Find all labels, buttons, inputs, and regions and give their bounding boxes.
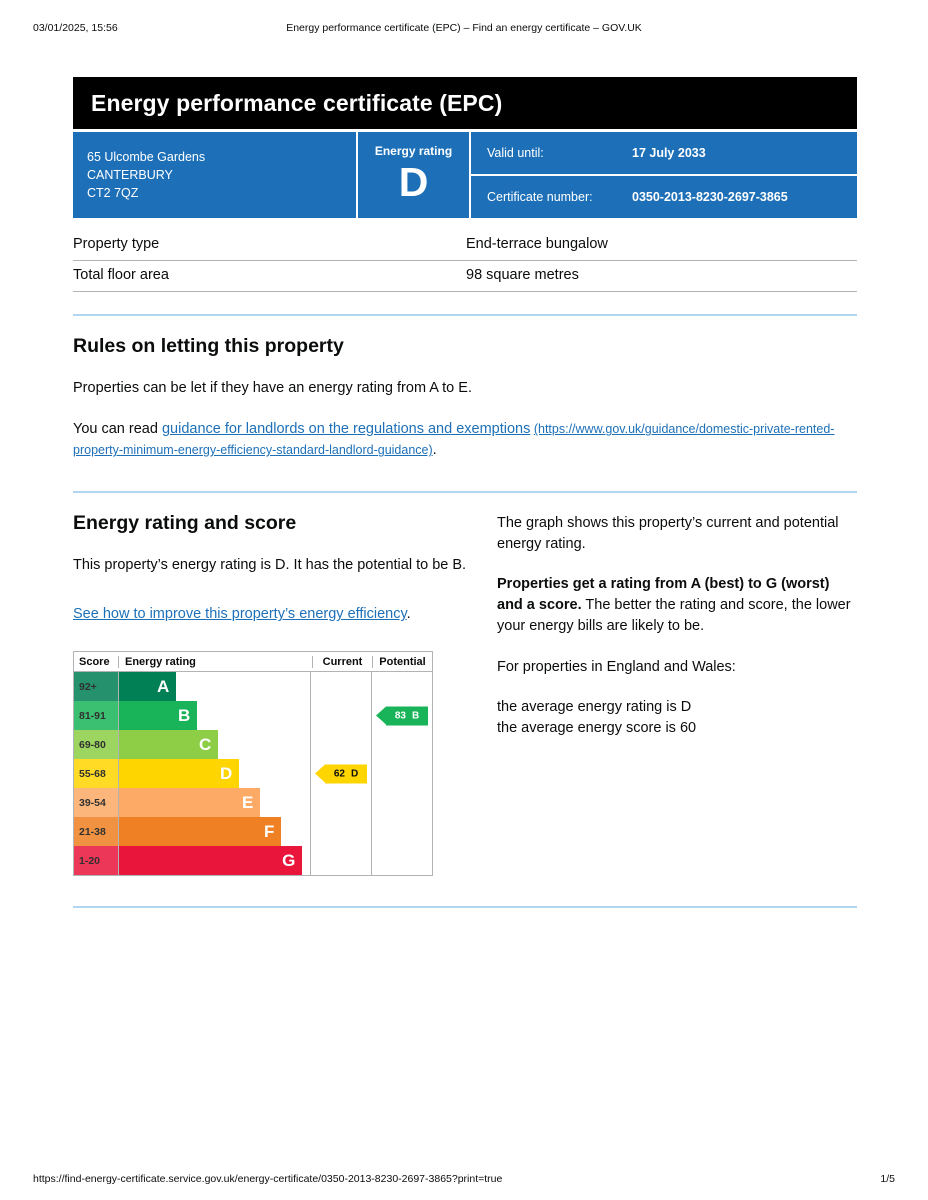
letting-rules-paragraph: Properties can be let if they have an energy rating from A to E. (73, 380, 472, 397)
epc-band-row (74, 759, 432, 788)
region-intro: For properties in England and Wales: (497, 658, 736, 675)
epc-band-bar: F (119, 817, 281, 846)
epc-band-score: 55-68 (74, 759, 118, 788)
epc-band-bar-cell (118, 730, 310, 759)
epc-band-bar: E (119, 788, 260, 817)
print-header-title: Energy performance certificate (EPC) – Find an energy certificate – GOV.UK (286, 22, 642, 34)
epc-band-bar-cell (118, 759, 310, 788)
improve-efficiency-link[interactable]: See how to improve this property’s energy efficiency (73, 606, 407, 623)
rating-explanation-bold: Properties get a rating from A (best) to G (worst) and a score. (497, 576, 830, 614)
epc-current-cell (310, 672, 371, 701)
epc-band-score: 69-80 (74, 730, 118, 759)
print-footer-page: 1/5 (880, 1173, 895, 1185)
detail-value: 98 square metres (466, 267, 579, 284)
valid-until-label: Valid until: (487, 146, 544, 161)
page-title: Energy performance certificate (EPC) (91, 89, 503, 116)
energy-rating-label: Energy rating (374, 144, 453, 158)
epc-col-header-rating: Energy rating (118, 656, 312, 668)
graph-description: The graph shows this property’s current and potential energy rating. (497, 515, 839, 553)
epc-band-bar-cell (118, 788, 310, 817)
print-header-timestamp: 03/01/2025, 15:56 (33, 22, 118, 34)
average-rating-text: the average energy rating is D (497, 698, 692, 715)
epc-band-row (74, 817, 432, 846)
epc-band-bar-cell (118, 817, 310, 846)
epc-potential-cell (371, 817, 432, 846)
certificate-number-value: 0350-2013-8230-2697-3865 (632, 190, 788, 205)
epc-potential-cell (371, 846, 432, 875)
improve-efficiency-paragraph (73, 604, 497, 625)
epc-band-bar: A (119, 672, 176, 701)
table-row (73, 230, 857, 261)
energy-rating-right-column (497, 493, 857, 876)
certificate-meta (471, 132, 857, 218)
letting-rules-heading: Rules on letting this property (73, 335, 344, 358)
property-details-table (73, 230, 857, 292)
rating-explanation-rest: The better the rating and score, the lower your energy bills are likely to be. (497, 597, 851, 635)
guidance-suffix: . (432, 442, 437, 459)
epc-band-bar: C (119, 730, 218, 759)
epc-marker-score: 83 (394, 710, 406, 722)
energy-rating-left-column (73, 493, 497, 876)
guidance-prefix: You can read (73, 421, 162, 438)
section-divider (73, 906, 857, 908)
epc-potential-cell (371, 672, 432, 701)
certificate-title-bar (73, 77, 857, 129)
epc-band-bar: B (119, 701, 197, 730)
epc-band-bar-cell (118, 701, 310, 730)
epc-band-row (74, 701, 432, 730)
print-footer-url: https://find-energy-certificate.service.gov.uk/energy-certificate/0350-2013-8230-2697-3865?print=true (33, 1173, 503, 1185)
epc-band-score: 81-91 (74, 701, 118, 730)
address-line-3: CT2 7QZ (87, 186, 139, 201)
landlord-guidance-url[interactable]: (https://www.gov.uk/guidance/domestic-private-rented-property-minimum-energy-efficiency-standard-landlord-guidance) (73, 422, 835, 458)
certificate-summary (73, 132, 857, 218)
epc-potential-cell (371, 730, 432, 759)
detail-value: End-terrace bungalow (466, 236, 608, 253)
average-score-text: the average energy score is 60 (497, 719, 697, 736)
detail-key: Total floor area (73, 267, 169, 284)
address-line-1: 65 Ulcombe Gardens (87, 150, 206, 164)
epc-col-header-current: Current (312, 656, 372, 668)
epc-band-row (74, 672, 432, 701)
valid-until-value: 17 July 2033 (632, 146, 706, 161)
epc-graph-body (74, 672, 432, 875)
epc-potential-cell (371, 701, 432, 730)
epc-current-cell (310, 759, 371, 788)
epc-current-cell (310, 730, 371, 759)
section-divider (73, 314, 857, 316)
epc-col-header-potential: Potential (372, 656, 432, 668)
certificate-number-label: Certificate number: (487, 190, 593, 205)
epc-current-cell (310, 788, 371, 817)
epc-potential-cell (371, 759, 432, 788)
energy-rating-paragraph: This property’s energy rating is D. It has the potential to be B. (73, 557, 467, 574)
epc-band-score: 1-20 (74, 846, 118, 875)
energy-rating-heading: Energy rating and score (73, 512, 297, 535)
epc-current-cell (310, 701, 371, 730)
letting-rules-guidance (73, 419, 857, 461)
epc-band-bar-cell (118, 672, 310, 701)
epc-current-cell (310, 817, 371, 846)
epc-score-marker (376, 706, 428, 725)
epc-marker-score: 62 (333, 768, 345, 780)
epc-band-bar-cell (118, 846, 310, 875)
address-line-2: CANTERBURY (87, 168, 173, 183)
certificate-number-row (471, 176, 857, 218)
epc-band-bar: D (119, 759, 239, 788)
valid-until-row (471, 132, 857, 176)
improve-suffix: . (406, 606, 411, 623)
energy-rating-badge (358, 132, 471, 218)
epc-marker-letter: D (350, 768, 359, 780)
epc-rating-graph (73, 651, 433, 876)
epc-band-score: 39-54 (74, 788, 118, 817)
epc-score-marker (315, 764, 367, 783)
epc-band-row (74, 730, 432, 759)
epc-potential-cell (371, 788, 432, 817)
table-row (73, 261, 857, 292)
property-address (73, 132, 358, 218)
epc-band-row (74, 846, 432, 875)
energy-rating-letter: D (398, 159, 429, 205)
epc-current-cell (310, 846, 371, 875)
epc-band-row (74, 788, 432, 817)
detail-key: Property type (73, 236, 160, 253)
epc-graph-header (74, 652, 432, 672)
epc-marker-letter: B (411, 710, 420, 722)
epc-band-score: 21-38 (74, 817, 118, 846)
energy-rating-section (73, 493, 857, 876)
epc-band-bar: G (119, 846, 302, 875)
epc-band-score: 92+ (74, 672, 118, 701)
rating-explanation (497, 574, 857, 637)
epc-col-header-score: Score (79, 655, 110, 668)
landlord-guidance-link[interactable]: guidance for landlords on the regulations and exemptions (161, 421, 531, 438)
document-content (73, 77, 857, 908)
